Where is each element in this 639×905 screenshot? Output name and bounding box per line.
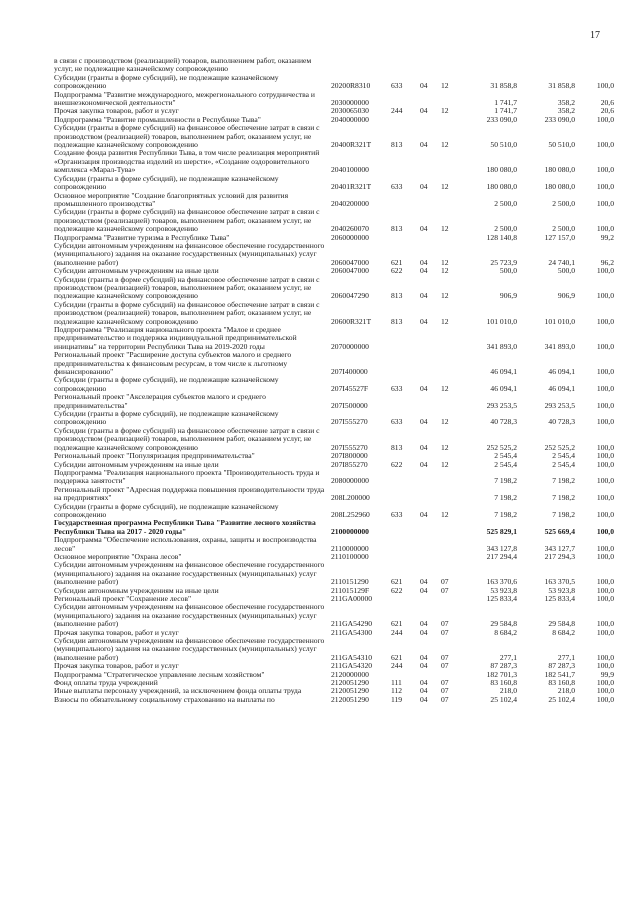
table-row bbox=[54, 124, 614, 149]
row-planned-amount: 182 701,3 bbox=[486, 669, 517, 679]
row-code: 2040000000 bbox=[331, 114, 369, 124]
row-percent: 100,0 bbox=[596, 316, 614, 326]
row-section: 04 bbox=[420, 224, 428, 234]
row-percent: 100,0 bbox=[596, 652, 614, 662]
row-planned-amount: 8 684,2 bbox=[494, 627, 517, 637]
row-actual-amount: 277,1 bbox=[557, 652, 575, 662]
row-actual-amount: 163 370,5 bbox=[544, 577, 575, 587]
table-row bbox=[54, 301, 614, 326]
page-number: 17 bbox=[590, 30, 600, 41]
table-row bbox=[54, 486, 614, 503]
row-planned-amount: 252 525,2 bbox=[486, 442, 517, 452]
row-actual-amount: 127 157,0 bbox=[544, 232, 575, 242]
row-subsection: 12 bbox=[441, 257, 449, 267]
row-name: Субсидии автономным учреждениям на финансовое обеспечение государственного (муниципального) задания на оказание государственных (муниципальных) услуг (выполнение работ) bbox=[54, 602, 325, 629]
row-expense-type: 621 bbox=[391, 257, 403, 267]
row-name: Создание фонда развития Республики Тыва, в том числе реализация мероприятий «Организация производства изделий из шерсти», «Создание оздоровительного комплекса «Марал-Тува» bbox=[54, 148, 320, 175]
row-planned-amount: 217 294,4 bbox=[486, 551, 517, 561]
row-planned-amount: 218,0 bbox=[499, 686, 517, 696]
row-percent: 100,0 bbox=[596, 198, 614, 208]
row-actual-amount: 24 740,1 bbox=[548, 257, 575, 267]
row-planned-amount: 7 198,2 bbox=[494, 509, 517, 519]
row-code: 20400R321T bbox=[331, 140, 372, 150]
row-planned-amount: 7 198,2 bbox=[494, 476, 517, 486]
row-section: 04 bbox=[420, 316, 428, 326]
table-row bbox=[54, 410, 614, 427]
row-code: 2040200000 bbox=[331, 198, 369, 208]
row-subsection: 12 bbox=[441, 417, 449, 427]
row-percent: 100,0 bbox=[596, 694, 614, 704]
row-planned-amount: 25 723,9 bbox=[490, 257, 517, 267]
row-percent: 20,6 bbox=[600, 106, 614, 116]
row-name: Подпрограмма "Развитие туризма в Республике Тыва" bbox=[54, 232, 230, 242]
row-actual-amount: 906,9 bbox=[557, 291, 575, 301]
row-percent: 100,0 bbox=[596, 627, 614, 637]
row-planned-amount: 906,9 bbox=[499, 291, 517, 301]
row-expense-type: 633 bbox=[391, 182, 403, 192]
row-actual-amount: 50 510,0 bbox=[548, 140, 575, 150]
row-code: 207I45527F bbox=[331, 383, 369, 393]
table-row bbox=[54, 561, 614, 586]
row-section: 04 bbox=[420, 266, 428, 276]
row-planned-amount: 163 370,6 bbox=[486, 577, 517, 587]
row-name: Субсидии автономным учреждениям на иные цели bbox=[54, 585, 219, 595]
row-code: 2120051290 bbox=[331, 686, 369, 696]
row-planned-amount: 83 160,8 bbox=[490, 678, 517, 688]
row-expense-type: 633 bbox=[391, 417, 403, 427]
row-subsection: 07 bbox=[441, 619, 449, 629]
row-section: 04 bbox=[420, 442, 428, 452]
row-actual-amount: 101 010,0 bbox=[544, 316, 575, 326]
row-planned-amount: 2 545,4 bbox=[494, 451, 517, 461]
row-code: 20401R321T bbox=[331, 182, 372, 192]
row-actual-amount: 7 198,2 bbox=[552, 509, 575, 519]
row-code: 2030065030 bbox=[331, 106, 369, 116]
row-percent: 100,0 bbox=[596, 182, 614, 192]
row-percent: 99,2 bbox=[600, 232, 614, 242]
row-percent: 100,0 bbox=[596, 594, 614, 603]
row-name: Взносы по обязательному социальному страхованию на выплаты по bbox=[54, 694, 275, 704]
row-expense-type: 119 bbox=[391, 694, 403, 704]
row-name: Субсидии (гранты в форме субсидий), не подлежащие казначейскому сопровождению bbox=[54, 72, 279, 91]
row-actual-amount: 46 094,1 bbox=[548, 383, 575, 393]
row-expense-type: 633 bbox=[391, 383, 403, 393]
row-name: Субсидии (гранты в форме субсидий) на финансовое обеспечение затрат в связи с производством (реализацией) товаров, выполнением работ, оказанием услуг, не подлежащие казначейскому сопровождению bbox=[54, 207, 320, 234]
row-name: Подпрограмма "Развитие международного, межрегионального сотрудничества и внешнеэкономической деятельности" bbox=[54, 89, 315, 108]
row-actual-amount: 46 094,1 bbox=[548, 367, 575, 377]
row-actual-amount: 2 545,4 bbox=[552, 451, 575, 461]
row-subsection: 12 bbox=[441, 106, 449, 116]
row-planned-amount: 277,1 bbox=[499, 652, 517, 662]
row-code: 211GA54290 bbox=[331, 619, 373, 629]
row-actual-amount: 31 858,8 bbox=[548, 81, 575, 91]
budget-table bbox=[54, 57, 614, 704]
row-subsection: 07 bbox=[441, 678, 449, 688]
row-code: 207I555270 bbox=[331, 442, 368, 452]
row-planned-amount: 2 500,0 bbox=[494, 198, 517, 208]
table-row bbox=[54, 175, 614, 192]
row-percent: 100,0 bbox=[596, 686, 614, 696]
row-section: 04 bbox=[420, 627, 428, 637]
row-section: 04 bbox=[420, 694, 428, 704]
row-code: 2030000000 bbox=[331, 98, 369, 108]
row-name: Подпрограмма "Реализация национального проекта "Производительность труда и поддержка занятости" bbox=[54, 467, 320, 486]
row-code: 207I800000 bbox=[331, 451, 368, 461]
row-planned-amount: 101 010,0 bbox=[486, 316, 517, 326]
row-name: Субсидии автономным учреждениям на финансовое обеспечение государственного (муниципального) задания на оказание государственных (муниципальных) услуг (выполнение работ) bbox=[54, 560, 325, 587]
table-row bbox=[54, 74, 614, 91]
row-planned-amount: 128 140,8 bbox=[486, 232, 517, 242]
row-subsection: 12 bbox=[441, 81, 449, 91]
row-code: 2100000000 bbox=[331, 526, 369, 536]
row-name: Основное мероприятие "Создание благоприятных условий для развития промышленного производства" bbox=[54, 190, 289, 208]
row-name: Основное мероприятие "Охрана лесов" bbox=[54, 551, 182, 561]
row-code: 211GA54320 bbox=[331, 661, 373, 671]
row-percent: 100,0 bbox=[596, 165, 614, 175]
row-expense-type: 622 bbox=[391, 585, 403, 595]
row-actual-amount: 343 127,7 bbox=[544, 543, 575, 553]
row-expense-type: 633 bbox=[391, 509, 403, 519]
row-actual-amount: 125 833,4 bbox=[544, 594, 575, 603]
table-row bbox=[54, 469, 614, 486]
row-percent: 100,0 bbox=[596, 459, 614, 469]
row-name: Субсидии автономным учреждениям на иные цели bbox=[54, 459, 219, 469]
row-percent: 100,0 bbox=[596, 140, 614, 150]
row-actual-amount: 8 684,2 bbox=[552, 627, 575, 637]
row-expense-type: 111 bbox=[391, 678, 402, 688]
row-expense-type: 244 bbox=[391, 627, 403, 637]
row-planned-amount: 40 728,3 bbox=[490, 417, 517, 427]
row-planned-amount: 50 510,0 bbox=[490, 140, 517, 150]
row-actual-amount: 358,2 bbox=[557, 106, 575, 116]
row-section: 04 bbox=[420, 686, 428, 696]
row-percent: 100,0 bbox=[596, 266, 614, 276]
row-name: Прочая закупка товаров, работ и услуг bbox=[54, 627, 179, 637]
row-code: 207I555270 bbox=[331, 417, 368, 427]
row-code: 208L252960 bbox=[331, 509, 370, 519]
row-section: 04 bbox=[420, 577, 428, 587]
row-percent: 100,0 bbox=[596, 493, 614, 503]
row-code: 211GA54310 bbox=[331, 652, 373, 662]
row-name: Субсидии автономным учреждениям на финансовое обеспечение государственного (муниципального) задания на оказание государственных (муниципальных) услуг (выполнение работ) bbox=[54, 240, 325, 267]
row-code: 2060047290 bbox=[331, 291, 369, 301]
table-row bbox=[54, 326, 614, 351]
row-actual-amount: 217 294,3 bbox=[544, 551, 575, 561]
table-row bbox=[54, 192, 614, 209]
row-planned-amount: 500,0 bbox=[499, 266, 517, 276]
row-subsection: 12 bbox=[441, 291, 449, 301]
row-name: Региональный проект "Адресная поддержка повышения производительности труда на предприятиях" bbox=[54, 484, 325, 503]
row-section: 04 bbox=[420, 417, 428, 427]
row-percent: 100,0 bbox=[596, 476, 614, 486]
row-subsection: 12 bbox=[441, 140, 449, 150]
row-section: 04 bbox=[420, 459, 428, 469]
row-percent: 100,0 bbox=[596, 417, 614, 427]
table-row bbox=[54, 351, 614, 376]
row-section: 04 bbox=[420, 140, 428, 150]
row-actual-amount: 7 198,2 bbox=[552, 493, 575, 503]
row-percent: 100,0 bbox=[596, 383, 614, 393]
row-percent: 100,0 bbox=[596, 543, 614, 553]
row-section: 04 bbox=[420, 509, 428, 519]
row-planned-amount: 46 094,1 bbox=[490, 383, 517, 393]
row-expense-type: 813 bbox=[391, 291, 403, 301]
table-row bbox=[54, 696, 614, 704]
row-actual-amount: 29 584,8 bbox=[548, 619, 575, 629]
row-subsection: 07 bbox=[441, 686, 449, 696]
row-planned-amount: 87 287,3 bbox=[490, 661, 517, 671]
row-name: Фонд оплаты труда учреждений bbox=[54, 678, 158, 688]
row-percent: 100,0 bbox=[596, 551, 614, 561]
row-code: 211GA00000 bbox=[331, 594, 373, 603]
row-planned-amount: 180 080,0 bbox=[486, 182, 517, 192]
row-section: 04 bbox=[420, 652, 428, 662]
row-name: Региональный проект "Расширение доступа субъектов малого и среднего предпринимательства к финансовым ресурсам, в том числе к льготному финансированию" bbox=[54, 350, 292, 377]
row-actual-amount: 358,2 bbox=[557, 98, 575, 108]
row-expense-type: 622 bbox=[391, 266, 403, 276]
row-code: 208L200000 bbox=[331, 493, 370, 503]
row-planned-amount: 29 584,8 bbox=[490, 619, 517, 629]
row-planned-amount: 525 829,1 bbox=[486, 526, 517, 536]
row-section: 04 bbox=[420, 678, 428, 688]
row-percent: 100,0 bbox=[596, 291, 614, 301]
row-subsection: 12 bbox=[441, 224, 449, 234]
row-name: в связи с производством (реализацией) товаров, выполнением работ, оказанием услуг, не подлежащие казначейскому сопровождению bbox=[54, 56, 312, 74]
table-row bbox=[54, 208, 614, 233]
row-code: 207I500000 bbox=[331, 400, 368, 410]
row-percent: 100,0 bbox=[596, 661, 614, 671]
row-percent: 100,0 bbox=[596, 341, 614, 351]
row-name: Подпрограмма "Развитие промышленности в Республике Тыва" bbox=[54, 114, 261, 124]
row-percent: 100,0 bbox=[596, 224, 614, 234]
row-section: 04 bbox=[420, 81, 428, 91]
row-name: Иные выплаты персоналу учреждений, за исключением фонда оплаты труда bbox=[54, 686, 302, 696]
row-percent: 100,0 bbox=[596, 619, 614, 629]
row-expense-type: 244 bbox=[391, 661, 403, 671]
row-expense-type: 244 bbox=[391, 106, 403, 116]
row-actual-amount: 182 541,7 bbox=[544, 669, 575, 679]
row-code: 2110000000 bbox=[331, 543, 369, 553]
row-planned-amount: 125 833,4 bbox=[486, 594, 517, 603]
row-section: 04 bbox=[420, 585, 428, 595]
row-planned-amount: 341 893,0 bbox=[486, 341, 517, 351]
row-code: 2080000000 bbox=[331, 476, 369, 486]
row-code: 207I400000 bbox=[331, 367, 368, 377]
row-name: Субсидии автономным учреждениям на финансовое обеспечение государственного (муниципального) задания на оказание государственных (муниципальных) услуг (выполнение работ) bbox=[54, 636, 325, 662]
row-percent: 100,0 bbox=[596, 509, 614, 519]
row-section: 04 bbox=[420, 661, 428, 671]
row-actual-amount: 293 253,5 bbox=[544, 400, 575, 410]
row-code: 2060047000 bbox=[331, 257, 369, 267]
row-subsection: 12 bbox=[441, 316, 449, 326]
row-code: 211GA54300 bbox=[331, 627, 373, 637]
table-row bbox=[54, 57, 614, 74]
row-planned-amount: 293 253,5 bbox=[486, 400, 517, 410]
table-row bbox=[54, 637, 614, 662]
row-planned-amount: 25 102,4 bbox=[490, 694, 517, 704]
row-expense-type: 621 bbox=[391, 619, 403, 629]
table-row bbox=[54, 393, 614, 410]
row-expense-type: 622 bbox=[391, 459, 403, 469]
row-actual-amount: 25 102,4 bbox=[548, 694, 575, 704]
row-subsection: 07 bbox=[441, 661, 449, 671]
row-percent: 100,0 bbox=[596, 81, 614, 91]
row-name: Субсидии (гранты в форме субсидий), не подлежащие казначейскому сопровождению bbox=[54, 409, 279, 427]
row-section: 04 bbox=[420, 619, 428, 629]
row-subsection: 12 bbox=[441, 509, 449, 519]
row-planned-amount: 2 500,0 bbox=[494, 224, 517, 234]
row-planned-amount: 233 090,0 bbox=[486, 114, 517, 124]
row-percent: 20,6 bbox=[600, 98, 614, 108]
row-subsection: 12 bbox=[441, 459, 449, 469]
row-code: 2040100000 bbox=[331, 165, 369, 175]
row-code: 2120051290 bbox=[331, 694, 369, 704]
row-actual-amount: 83 160,8 bbox=[548, 678, 575, 688]
row-actual-amount: 341 893,0 bbox=[544, 341, 575, 351]
row-actual-amount: 233 090,0 bbox=[544, 114, 575, 124]
row-subsection: 07 bbox=[441, 652, 449, 662]
row-section: 04 bbox=[420, 257, 428, 267]
row-code: 2120051290 bbox=[331, 678, 369, 688]
row-code: 2110151290 bbox=[331, 577, 369, 587]
row-planned-amount: 1 741,7 bbox=[494, 98, 517, 108]
row-name: Прочая закупка товаров, работ и услуг bbox=[54, 106, 179, 116]
row-planned-amount: 2 545,4 bbox=[494, 459, 517, 469]
row-planned-amount: 1 741,7 bbox=[494, 106, 517, 116]
row-name: Субсидии (гранты в форме субсидий), не подлежащие казначейскому сопровождению bbox=[54, 173, 279, 192]
row-actual-amount: 2 500,0 bbox=[552, 198, 575, 208]
row-planned-amount: 343 127,8 bbox=[486, 543, 517, 553]
row-code: 20200R8310 bbox=[331, 81, 371, 91]
row-expense-type: 813 bbox=[391, 224, 403, 234]
table-row bbox=[54, 376, 614, 393]
table-row bbox=[54, 503, 614, 520]
row-actual-amount: 180 080,0 bbox=[544, 165, 575, 175]
row-subsection: 12 bbox=[441, 442, 449, 452]
row-expense-type: 813 bbox=[391, 140, 403, 150]
table-row bbox=[54, 427, 614, 452]
table-row bbox=[54, 519, 614, 536]
row-expense-type: 112 bbox=[391, 686, 403, 696]
row-subsection: 12 bbox=[441, 383, 449, 393]
row-expense-type: 621 bbox=[391, 652, 403, 662]
row-name: Подпрограмма "Реализация национального проекта "Малое и среднее предпринимательство и поддержка индивидуальной предпринимательской инициативы" на территории Республики Тыва на 2019-2020 годы bbox=[54, 325, 297, 351]
row-section: 04 bbox=[420, 106, 428, 116]
row-percent: 100,0 bbox=[596, 577, 614, 587]
row-code: 207I855270 bbox=[331, 459, 368, 469]
row-planned-amount: 31 858,8 bbox=[490, 81, 517, 91]
row-actual-amount: 87 287,3 bbox=[548, 661, 575, 671]
row-percent: 100,0 bbox=[596, 678, 614, 688]
row-percent: 100,0 bbox=[596, 400, 614, 410]
row-code: 2120000000 bbox=[331, 669, 369, 679]
row-subsection: 07 bbox=[441, 627, 449, 637]
row-section: 04 bbox=[420, 383, 428, 393]
row-expense-type: 813 bbox=[391, 442, 403, 452]
row-code: 20600R321T bbox=[331, 316, 372, 326]
row-name: Субсидии (гранты в форме субсидий), не подлежащие казначейскому сопровождению bbox=[54, 375, 279, 393]
row-name: Субсидии (гранты в форме субсидий) на финансовое обеспечение затрат в связи с производством (реализацией) товаров, выполнением работ, оказанием услуг, не подлежащие казначейскому сопровождению bbox=[54, 274, 320, 301]
row-section: 04 bbox=[420, 291, 428, 301]
row-name: Подпрограмма "Обеспечение использования, охраны, защиты и воспроизводства лесов" bbox=[54, 535, 317, 553]
row-name: Субсидии автономным учреждениям на иные цели bbox=[54, 266, 219, 276]
row-percent: 100,0 bbox=[596, 526, 614, 536]
row-planned-amount: 180 080,0 bbox=[486, 165, 517, 175]
row-percent: 99,9 bbox=[600, 669, 614, 679]
table-row bbox=[54, 276, 614, 301]
row-actual-amount: 218,0 bbox=[557, 686, 575, 696]
row-section: 04 bbox=[420, 182, 428, 192]
row-name: Субсидии (гранты в форме субсидий) на финансовое обеспечение затрат в связи с производством (реализацией) товаров, выполнением работ, оказанием услуг, не подлежащие казначейскому сопровождению bbox=[54, 299, 320, 326]
row-expense-type: 633 bbox=[391, 81, 403, 91]
row-actual-amount: 180 080,0 bbox=[544, 182, 575, 192]
row-code: 211015129F bbox=[331, 585, 370, 595]
row-planned-amount: 53 923,8 bbox=[490, 585, 517, 595]
row-code: 2070000000 bbox=[331, 341, 369, 351]
row-percent: 100,0 bbox=[596, 367, 614, 377]
row-actual-amount: 53 923,8 bbox=[548, 585, 575, 595]
row-name: Региональный проект "Акселерация субъектов малого и среднего предпринимательства" bbox=[54, 392, 266, 410]
row-actual-amount: 2 500,0 bbox=[552, 224, 575, 234]
row-code: 2110100000 bbox=[331, 551, 369, 561]
row-percent: 96,2 bbox=[600, 257, 614, 267]
row-name: Подпрограмма "Стратегическое управление лесным хозяйством" bbox=[54, 669, 265, 679]
row-expense-type: 621 bbox=[391, 577, 403, 587]
table-row bbox=[54, 536, 614, 553]
row-percent: 100,0 bbox=[596, 442, 614, 452]
row-planned-amount: 46 094,1 bbox=[490, 367, 517, 377]
row-actual-amount: 40 728,3 bbox=[548, 417, 575, 427]
row-actual-amount: 252 525,2 bbox=[544, 442, 575, 452]
row-planned-amount: 7 198,2 bbox=[494, 493, 517, 503]
row-name: Субсидии (гранты в форме субсидий), не подлежащие казначейскому сопровождению bbox=[54, 501, 279, 519]
row-actual-amount: 2 545,4 bbox=[552, 459, 575, 469]
row-subsection: 12 bbox=[441, 182, 449, 192]
row-percent: 100,0 bbox=[596, 585, 614, 595]
row-expense-type: 813 bbox=[391, 316, 403, 326]
table-row bbox=[54, 603, 614, 628]
row-actual-amount: 7 198,2 bbox=[552, 476, 575, 486]
row-code: 2060000000 bbox=[331, 232, 369, 242]
table-row bbox=[54, 91, 614, 108]
row-name: Государственная программа Республики Тыва "Развитие лесного хозяйства Республики Тыва на 2017 - 2020 годы" bbox=[54, 518, 316, 536]
row-percent: 100,0 bbox=[596, 451, 614, 461]
row-subsection: 07 bbox=[441, 585, 449, 595]
row-subsection: 07 bbox=[441, 577, 449, 587]
row-name: Субсидии (гранты в форме субсидий) на финансовое обеспечение затрат в связи с производством (реализацией) товаров, выполнением работ, оказанием услуг, не подлежащие казначейскому сопровождению bbox=[54, 123, 320, 150]
row-subsection: 07 bbox=[441, 694, 449, 704]
row-code: 2040260070 bbox=[331, 224, 369, 234]
row-name: Региональный проект "Сохранение лесов" bbox=[54, 594, 192, 603]
row-name: Региональный проект "Популяризация предпринимательства" bbox=[54, 451, 255, 461]
row-percent: 100,0 bbox=[596, 114, 614, 124]
row-actual-amount: 500,0 bbox=[557, 266, 575, 276]
row-name: Прочая закупка товаров, работ и услуг bbox=[54, 661, 179, 671]
table-row bbox=[54, 149, 614, 174]
row-name: Субсидии (гранты в форме субсидий) на финансовое обеспечение затрат в связи с производством (реализацией) товаров, выполнением работ, оказанием услуг, не подлежащие казначейскому сопровождению bbox=[54, 425, 320, 452]
row-subsection: 12 bbox=[441, 266, 449, 276]
row-actual-amount: 525 669,4 bbox=[544, 526, 575, 536]
row-code: 2060047000 bbox=[331, 266, 369, 276]
table-row bbox=[54, 242, 614, 267]
